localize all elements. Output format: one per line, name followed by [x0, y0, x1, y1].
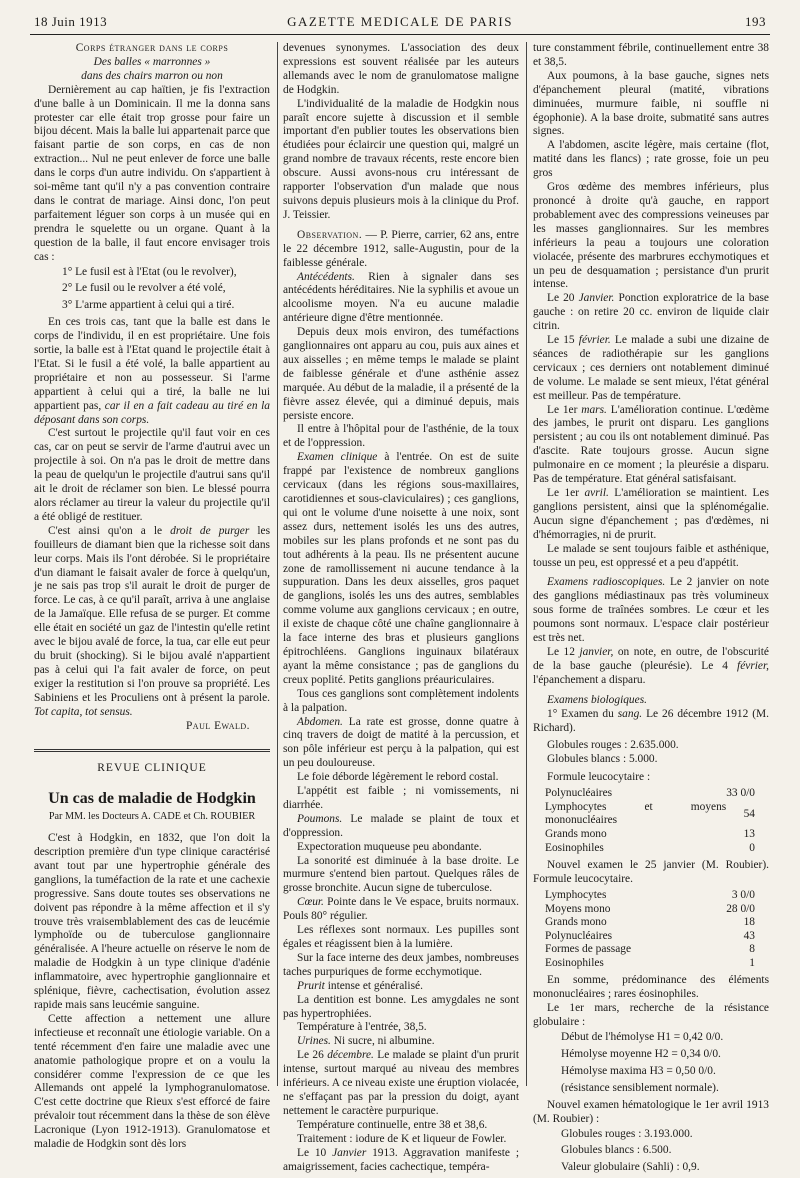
leucocyte-table-2 — [545, 889, 755, 971]
signature: Paul Ewald. — [185, 719, 250, 732]
paragraph-text: Le 10 — [297, 1146, 327, 1159]
table-row — [545, 801, 755, 828]
paragraph: Nouvel examen hématologique le 1er avril 1913 (M. Roubier) : — [533, 1098, 769, 1125]
table-cell-value: 43 — [743, 929, 755, 942]
paragraph — [34, 316, 270, 427]
subheading: Examens biologiques. — [547, 693, 647, 706]
italic-text: avril. — [584, 487, 609, 499]
paragraph: Tous ces ganglions sont complètement indolents à la palpation. — [283, 687, 519, 714]
italic-text: Abdomen. — [297, 715, 343, 728]
header-rule — [30, 34, 770, 35]
paragraph — [533, 334, 769, 404]
table-cell-label: Eosinophiles — [545, 841, 604, 854]
paragraph: Température continuelle, entre 38 et 38,6. — [297, 1118, 488, 1131]
italic-text: février, — [737, 659, 769, 672]
paragraph-text: Le 12 — [547, 645, 575, 658]
paragraph-text: les fouilleurs de diamant bien que la richesse soit dans leur corps. Mais ils l'ont dérobée. Si le propriétaire d'un diamant le faisait avaler de force à quelqu'un, je ne sais pas trop s'il aurait le droit de purger de force. Le cas, à ce qu'il paraît, arriva à une anglaise de la Jamaïque. Elle refusa de se purger. Et comme elle était en société un gaz de l'intestin qu'elle retint avec le bijou avalé de force, la tua, car elle eut peur du bruit (shocking). Si le bijou avalé n'appartient pas à celui qui l'a fait avaler de force, on peut exiger la restitution si l'on prouve sa propriété. Les Sabiniens et les Proculiens ont à présent la parole. — [34, 524, 270, 704]
table-row — [545, 889, 755, 903]
value-text: : 2.635.000. — [624, 739, 679, 752]
paragraph — [533, 708, 769, 736]
paragraph — [34, 525, 270, 720]
paragraph — [283, 271, 519, 327]
paragraph: C'est surtout le projectile qu'il faut voir en ces cas, car on peut se servir de l'arme d'autrui avec un projectile à soi. On n'a pas le droit de mettre dans la peau de quelqu'un le projectile d'autrui sans qu'il ait le droit de réclamer son bien. Le blessé pourra alors réclamer au tireur la valeur du projectile qu'il a été obligé de restituer. — [34, 427, 270, 523]
paragraph-text: En ces trois cas, tant que la balle est dans le corps de l'individu, il en est propriétaire. Une fois sortie, la balle est à l'Etat quand le projectile était à l'Etat. Si le fusil a été volé, la balle appartient au propriétaire et non au possesseur. Si l'arme appartient à celui qui a tiré, la balle ne lui appartient pas, — [34, 316, 270, 412]
paragraph-text: Le 26 décembre 1912 (M. Richard). — [533, 707, 769, 734]
paragraph-text: Le 26 — [297, 1049, 324, 1062]
italic-text: Examens radioscopiques. — [547, 576, 666, 589]
paragraph-text: à l'entrée. On est de suite frappé par l'existence de nombreux ganglions cervicaux (dans les régions sous-maxillaires, carotidiennes et sous-claviculaires) ; ces ganglions, qui ont le volume d'une noisette à une noix, sont assez durs, nettement isolés les uns des autres, mobiles sur les plans profonds et ne sont pas du tout adhérents à la peau. Ils ne présentent aucune zone de ramollissement ni aucune tendance à la suppuration. Dans les deux aisselles, gros paquet de ganglions, isolés les uns des autres, semblables comme volume aux ganglions cervicaux ; en outre, il existe de chaque côté une chaîne ganglionnaire à la face interne des bras et plusieurs ganglions épitrochléens. Ganglions inguinaux bilatéraux ayant la même consistance ; pas de ganglions du creux poplité. Petits ganglions préauriculaires. — [283, 451, 519, 686]
paragraph — [533, 404, 769, 487]
column-1 — [34, 42, 270, 1152]
paragraph: Gros œdème des membres inférieurs, plus prononcé à droite qu'à gauche, en rapport probablement avec des compressions veineuses par les masses ganglionnaires. Sur les membres inférieurs la peau a toujours une coloration violacée, présente des marbrures ecchymotiques et un peu de desquamation ; persistance d'un prurit intense. — [533, 181, 769, 291]
paragraph — [283, 451, 519, 687]
list-item: 1° Le fusil est à l'Etat (ou le revolver), — [62, 265, 237, 278]
paragraph-text: Ni sucre, ni albumine. — [333, 1035, 435, 1048]
table-cell-label: Polynucléaires — [545, 929, 613, 942]
italic-text: Urines. — [297, 1035, 331, 1048]
list-item: 3° L'arme appartient à celui qui a tiré. — [62, 299, 235, 312]
table-cell-value: 18 — [743, 916, 755, 929]
table-cell-label: Eosinophiles — [545, 956, 604, 969]
section-divider — [34, 749, 270, 752]
paragraph: ture constamment fébrile, continuellement entre 38 et 38,5. — [533, 42, 769, 68]
italic-text: Prurit — [297, 979, 325, 992]
paragraph: Aux poumons, à la base gauche, signes nets d'épanchement pleural (matité, vibrations diminuées, murmure faible, ni souffle ni égophonie). A la base droite, submatité sans autres signes. — [533, 69, 769, 138]
table-row — [545, 930, 755, 944]
paragraph-text: Le 1er — [547, 403, 578, 416]
italic-text: droit de purger — [170, 524, 250, 537]
table-cell-label: Grands mono — [545, 827, 607, 840]
paragraph-text: La rate est grosse, donne quatre à cinq travers de doigt de matité à la percussion, et son pôle inférieur est perçu à la palpation, qui est un peu douloureuse. — [283, 715, 519, 770]
paragraph-text: L'amélioration continue. L'œdème des jambes, le prurit ont disparu. Les ganglions persistent ; au cou ils ont notablement diminué. Pas d'ascite. Rate toujours grosse. Aucun signe pulmonaire en ce moment ; la pleurésie a disparu. Pas de température. Etat général satisfaisant. — [533, 403, 770, 486]
table-row — [545, 916, 755, 930]
column-divider — [277, 42, 278, 1086]
blood-count-line: Globules blancs : 6.500. — [561, 1144, 672, 1157]
blood-count-line: Valeur globulaire (Sahli) : 0,9. — [561, 1161, 700, 1174]
article-byline: Par MM. les Docteurs A. CADE et Ch. ROUBIER — [48, 811, 256, 823]
paragraph: L'individualité de la maladie de Hodgkin nous paraît encore sujette à discussion et il semble important d'en publier toutes les observations bien étudiées pour éclaircir une question qui, malgré un grand nombre de travaux récents, reste encore bien obscure. Aussi avons-nous cru intéressant de rapporter l'observation d'un malade que nous suivons depuis plusieurs mois à la clinique du Prof. J. Teissier. — [283, 97, 519, 221]
paragraph: En somme, prédominance des éléments mononucléaires ; rares éosinophiles. — [533, 974, 769, 1001]
paragraph: Depuis deux mois environ, des tuméfactions ganglionnaires ont apparu au cou, puis aux aines et aux aisselles ; en même temps le malade se plaint de faiblesse générale et d'une asthénie assez marquée. Au début de la maladie, il a présenté de la fièvre assez élevée, qui a diminué depuis, mais persiste encore. — [283, 326, 519, 422]
paragraph-text: Le 1er — [547, 487, 580, 499]
italic-text: Tot capita, tot sensus. — [34, 705, 133, 718]
table-cell-label: Formes de passage — [545, 943, 632, 956]
paragraph: Le 1er mars, recherche de la résistance globulaire : — [533, 1002, 769, 1029]
paragraph-text: on note, en outre, de l'obscurité de la base gauche (pleurésie). Le 4 — [533, 645, 769, 672]
table-row — [545, 828, 755, 842]
value-text: : 5.000. — [622, 753, 658, 766]
table-cell-label: Lymphocytes et moyens mononucléaires — [545, 800, 727, 827]
italic-text: Poumons. — [297, 812, 343, 825]
paragraph-text: intense et généralisé. — [327, 979, 423, 992]
table-cell-value: 8 — [749, 943, 755, 956]
paragraph: Formule leucocytaire : — [547, 771, 651, 784]
table-cell-value: 0 — [749, 841, 755, 854]
paragraph-text: — P. Pierre, carrier, 62 ans, entre le 22 décembre 1912, salle-Augustin, pour de la faiblesse générale. — [283, 228, 519, 269]
italic-text: mars. — [581, 403, 607, 416]
paragraph-text: Le 20 — [547, 292, 575, 305]
paragraph: devenues synonymes. L'association des deux expressions est souvent réalisée par les auteurs allemands avec le nom de granulomatose maligne de Hodgkin. — [283, 42, 519, 96]
paragraph-text: Rien à signaler dans ses antécédents héréditaires. Nie la syphilis et avoue un alcoolisme moyen. N'a eu aucune maladie antérieure digne d'être mentionnée. — [283, 270, 519, 325]
paragraph-text: Ponction exploratrice de la base gauche : on retire 20 cc. environ de liquide clair citrin. — [533, 292, 769, 333]
paragraph-text: Pointe dans le Ve espace, bruits normaux. Pouls 80° régulier. — [283, 896, 519, 923]
paragraph — [533, 292, 769, 334]
paragraph: Les réflexes sont normaux. Les pupilles sont égales et réagissent bien à la lumière. — [283, 924, 519, 950]
header-page-number: 193 — [745, 14, 766, 29]
observation-label: Observation. — [297, 228, 363, 241]
paragraph: La sonorité est diminuée à la base droite. Le murmure s'entend bien partout. Quelques râles de grosse bronchite. Aucun signe de tuberculose. — [283, 854, 519, 895]
article-heading: Corps étranger dans le corps — [75, 42, 229, 54]
hemolysis-line: Hémolyse maxima H3 = 0,50 0/0. — [561, 1064, 716, 1077]
italic-text: février. — [578, 334, 611, 347]
paragraph: Traitement : iodure de K et liqueur de Fowler. — [297, 1132, 507, 1145]
paragraph-text: Le malade se plaint d'un prurit intense, surtout marqué au niveau des membres inférieurs. A ce niveau existe une éruption violacée, ne s'effaçant pas par la pression du doigt, ayant nettement le caractère purpurique. — [283, 1049, 519, 1117]
paragraph: Le foie déborde légèrement le rebord costal. — [297, 771, 499, 784]
paragraph — [283, 980, 519, 994]
table-cell-value: 3 0/0 — [731, 888, 755, 901]
italic-text: Cœur. — [297, 896, 324, 909]
paragraph-text: C'est ainsi qu'on a le — [48, 524, 163, 537]
paragraph: Le malade se sent toujours faible et asthénique, tousse un peu, est oppressé et a peu d'appétit. — [533, 542, 769, 569]
label-text: Globules rouges — [547, 739, 622, 752]
paragraph: Sur la face interne des deux jambes, nombreuses taches purpuriques de forme ecchymotique. — [283, 951, 519, 978]
paragraph — [283, 813, 519, 841]
paragraph: Il entre à l'hôpital pour de l'asthénie, de la toux et de l'oppression. — [283, 423, 519, 450]
paragraph — [283, 229, 519, 271]
hemolysis-line: Début de l'hémolyse H1 = 0,42 0/0. — [561, 1031, 724, 1044]
paragraph-text: 1913. Aggravation manifeste ; amaigrissement, facies cachectique, tempéra- — [283, 1146, 519, 1173]
table-cell-label: Moyens mono — [545, 902, 611, 915]
italic-text: Janvier. — [578, 292, 615, 305]
paragraph — [533, 576, 769, 646]
paragraph — [533, 753, 769, 767]
paragraph — [283, 716, 519, 772]
hemolysis-note: (résistance sensiblement normale). — [561, 1081, 719, 1094]
table-cell-label: Grands mono — [545, 916, 607, 929]
italic-text: décembre. — [327, 1049, 374, 1062]
hemolysis-line: Hémolyse moyenne H2 = 0,34 0/0. — [561, 1048, 721, 1060]
table-cell-value: 1 — [749, 956, 755, 969]
leucocyte-table-1 — [545, 787, 755, 855]
paragraph — [533, 646, 769, 688]
paragraph-text: Le 15 — [547, 334, 575, 347]
paragraph: A l'abdomen, ascite légère, mais certaine (flot, matité dans les flancs) ; rate grosse, foie un peu gros — [533, 139, 769, 180]
paragraph-text: Le 2 janvier on note des ganglions médiastinaux pas très volumineux sous forme de traînées sombres. Le cœur et les poumons sont normaux. L'espace clair postérieur est très net. — [533, 576, 770, 645]
paragraph — [283, 896, 519, 924]
list-item: 2° Le fusil ou le revolver a été volé, — [62, 282, 226, 295]
paragraph-text: Le malade se plaint de toux et d'oppression. — [283, 812, 519, 839]
table-cell-label: Lymphocytes — [545, 888, 607, 901]
paragraph: Cette affection a nettement une allure infectieuse et reconnaît une étiologie variable. On a tenté récemment d'en faire une maladie avec une anatomie pathologique propre et on a voulu la considérer comme l'expression de ce que les Allemands ont appelé la lymphogranulomatose. C'est cette doctrine que Rieux s'est efforcé de faire prévaloir tout récemment dans la thèse de son élève Lacronique (Lyon 1912-1913). Granulomatose et maladie de Hodgkin sont dès lors — [34, 1012, 270, 1151]
paragraph: Nouvel examen le 25 janvier (M. Roubier). Formule leucocytaire. — [533, 859, 769, 885]
paragraph-text: Le malade a subi une dizaine de séances de radiothérapie sur les ganglions cervicaux ; ces derniers ont notablement diminué de volume. Le malade se sent mieux, l'état général est meilleur. Pas de température. — [533, 334, 769, 402]
column-3 — [533, 42, 769, 1178]
page-header — [34, 14, 766, 36]
paragraph — [283, 1049, 519, 1119]
paragraph: Température à l'entrée, 38,5. — [297, 1021, 427, 1034]
table-row — [545, 903, 755, 917]
section-title: REVUE CLINIQUE — [97, 762, 207, 775]
italic-text: Antécédents. — [297, 270, 355, 283]
column-2 — [283, 42, 519, 1174]
table-cell-label: Polynucléaires — [545, 787, 613, 800]
blood-count-line: Globules rouges : 3.193.000. — [561, 1127, 693, 1140]
paragraph-text: L'amélioration se maintient. Les ganglions persistent, ainsi que la splénomégalie. Aucun signe d'épanchement ; pas d'œdèmes, ni d'hémorragies, ni de prurit. — [533, 487, 770, 541]
italic-text: Janvier — [332, 1146, 367, 1159]
header-date: 18 Juin 1913 — [34, 14, 108, 29]
article-subheading: dans des chairs marron ou non — [81, 69, 223, 82]
table-row — [545, 787, 755, 801]
paragraph — [283, 1147, 519, 1175]
paragraph — [533, 739, 769, 753]
paragraph: C'est à Hodgkin, en 1832, que l'on doit la description première d'un type clinique caractérisé avant tout par une hypertrophie générale des ganglions, la tuméfaction de la rate et une cachexie progressive. Sans doute toutes ses observations ne doivent pas répondre à la même affection et il s'y trouve très vraisemblablement des cas de leucémie lymphoïde ou de tuberculose ganglionnaire généralisée. A l'heure actuelle on réserve le nom de maladie de Hodgkin à un type clinique d'adénie inflammatoire, avec hypertrophie ganglionnaire et splénique, fièvre, cachectisation, évolution assez rapide mais sans leucémie sanguine. — [34, 832, 270, 1011]
italic-text: car il en a fait cadeau au tiré en la déposant dans son corps. — [34, 399, 270, 426]
label-text: Globules blancs — [547, 753, 621, 766]
table-row — [545, 957, 755, 971]
paragraph — [533, 487, 769, 543]
article-subheading: Des balles « marronnes » — [93, 55, 211, 68]
header-journal-title: GAZETTE MEDICALE DE PARIS — [287, 14, 513, 29]
table-cell-value: 13 — [743, 827, 755, 840]
paragraph-text: 1° Examen du — [547, 707, 614, 720]
italic-text: janvier, — [579, 645, 614, 658]
article-title: Un cas de maladie de Hodgkin — [48, 790, 256, 808]
italic-text: sang. — [617, 707, 643, 720]
paragraph: L'appétit est faible ; ni vomissements, ni diarrhée. — [283, 785, 519, 811]
table-cell-value: 33 0/0 — [726, 787, 755, 800]
italic-text: Examen clinique — [297, 451, 378, 464]
table-row — [545, 943, 755, 957]
table-row — [545, 842, 755, 856]
paragraph — [283, 1035, 519, 1049]
paragraph: Expectoration muqueuse peu abondante. — [297, 840, 482, 853]
paragraph-text: l'épanchement a disparu. — [533, 673, 646, 686]
table-cell-value: 54 — [743, 807, 755, 820]
column-divider — [526, 42, 527, 1086]
paragraph: Dernièrement au cap haïtien, je fis l'extraction d'une balle à un Dominicain. Il me la donna sans protester car elle était trop grosse pour faire un bijou décent. Mais la balle lui appartenait parce que faisant partie de son corps, en cas de non extraction... Nul ne peut enlever de force une balle dans le corps d'un autre individu. On s'appartient à soi-même tant qu'il n'y a pas convention contraire dans le contrat de mariage. Ainsi donc, l'on peut parfaitement léguer son corps à un musée qui en prendra le squelette ou un organe. Quant à la question de la balle, il faut encore envisager trois cas : — [34, 83, 270, 263]
paragraph: La dentition est bonne. Les amygdales ne sont pas hypertrophiées. — [283, 993, 519, 1020]
table-cell-value: 28 0/0 — [726, 902, 755, 915]
